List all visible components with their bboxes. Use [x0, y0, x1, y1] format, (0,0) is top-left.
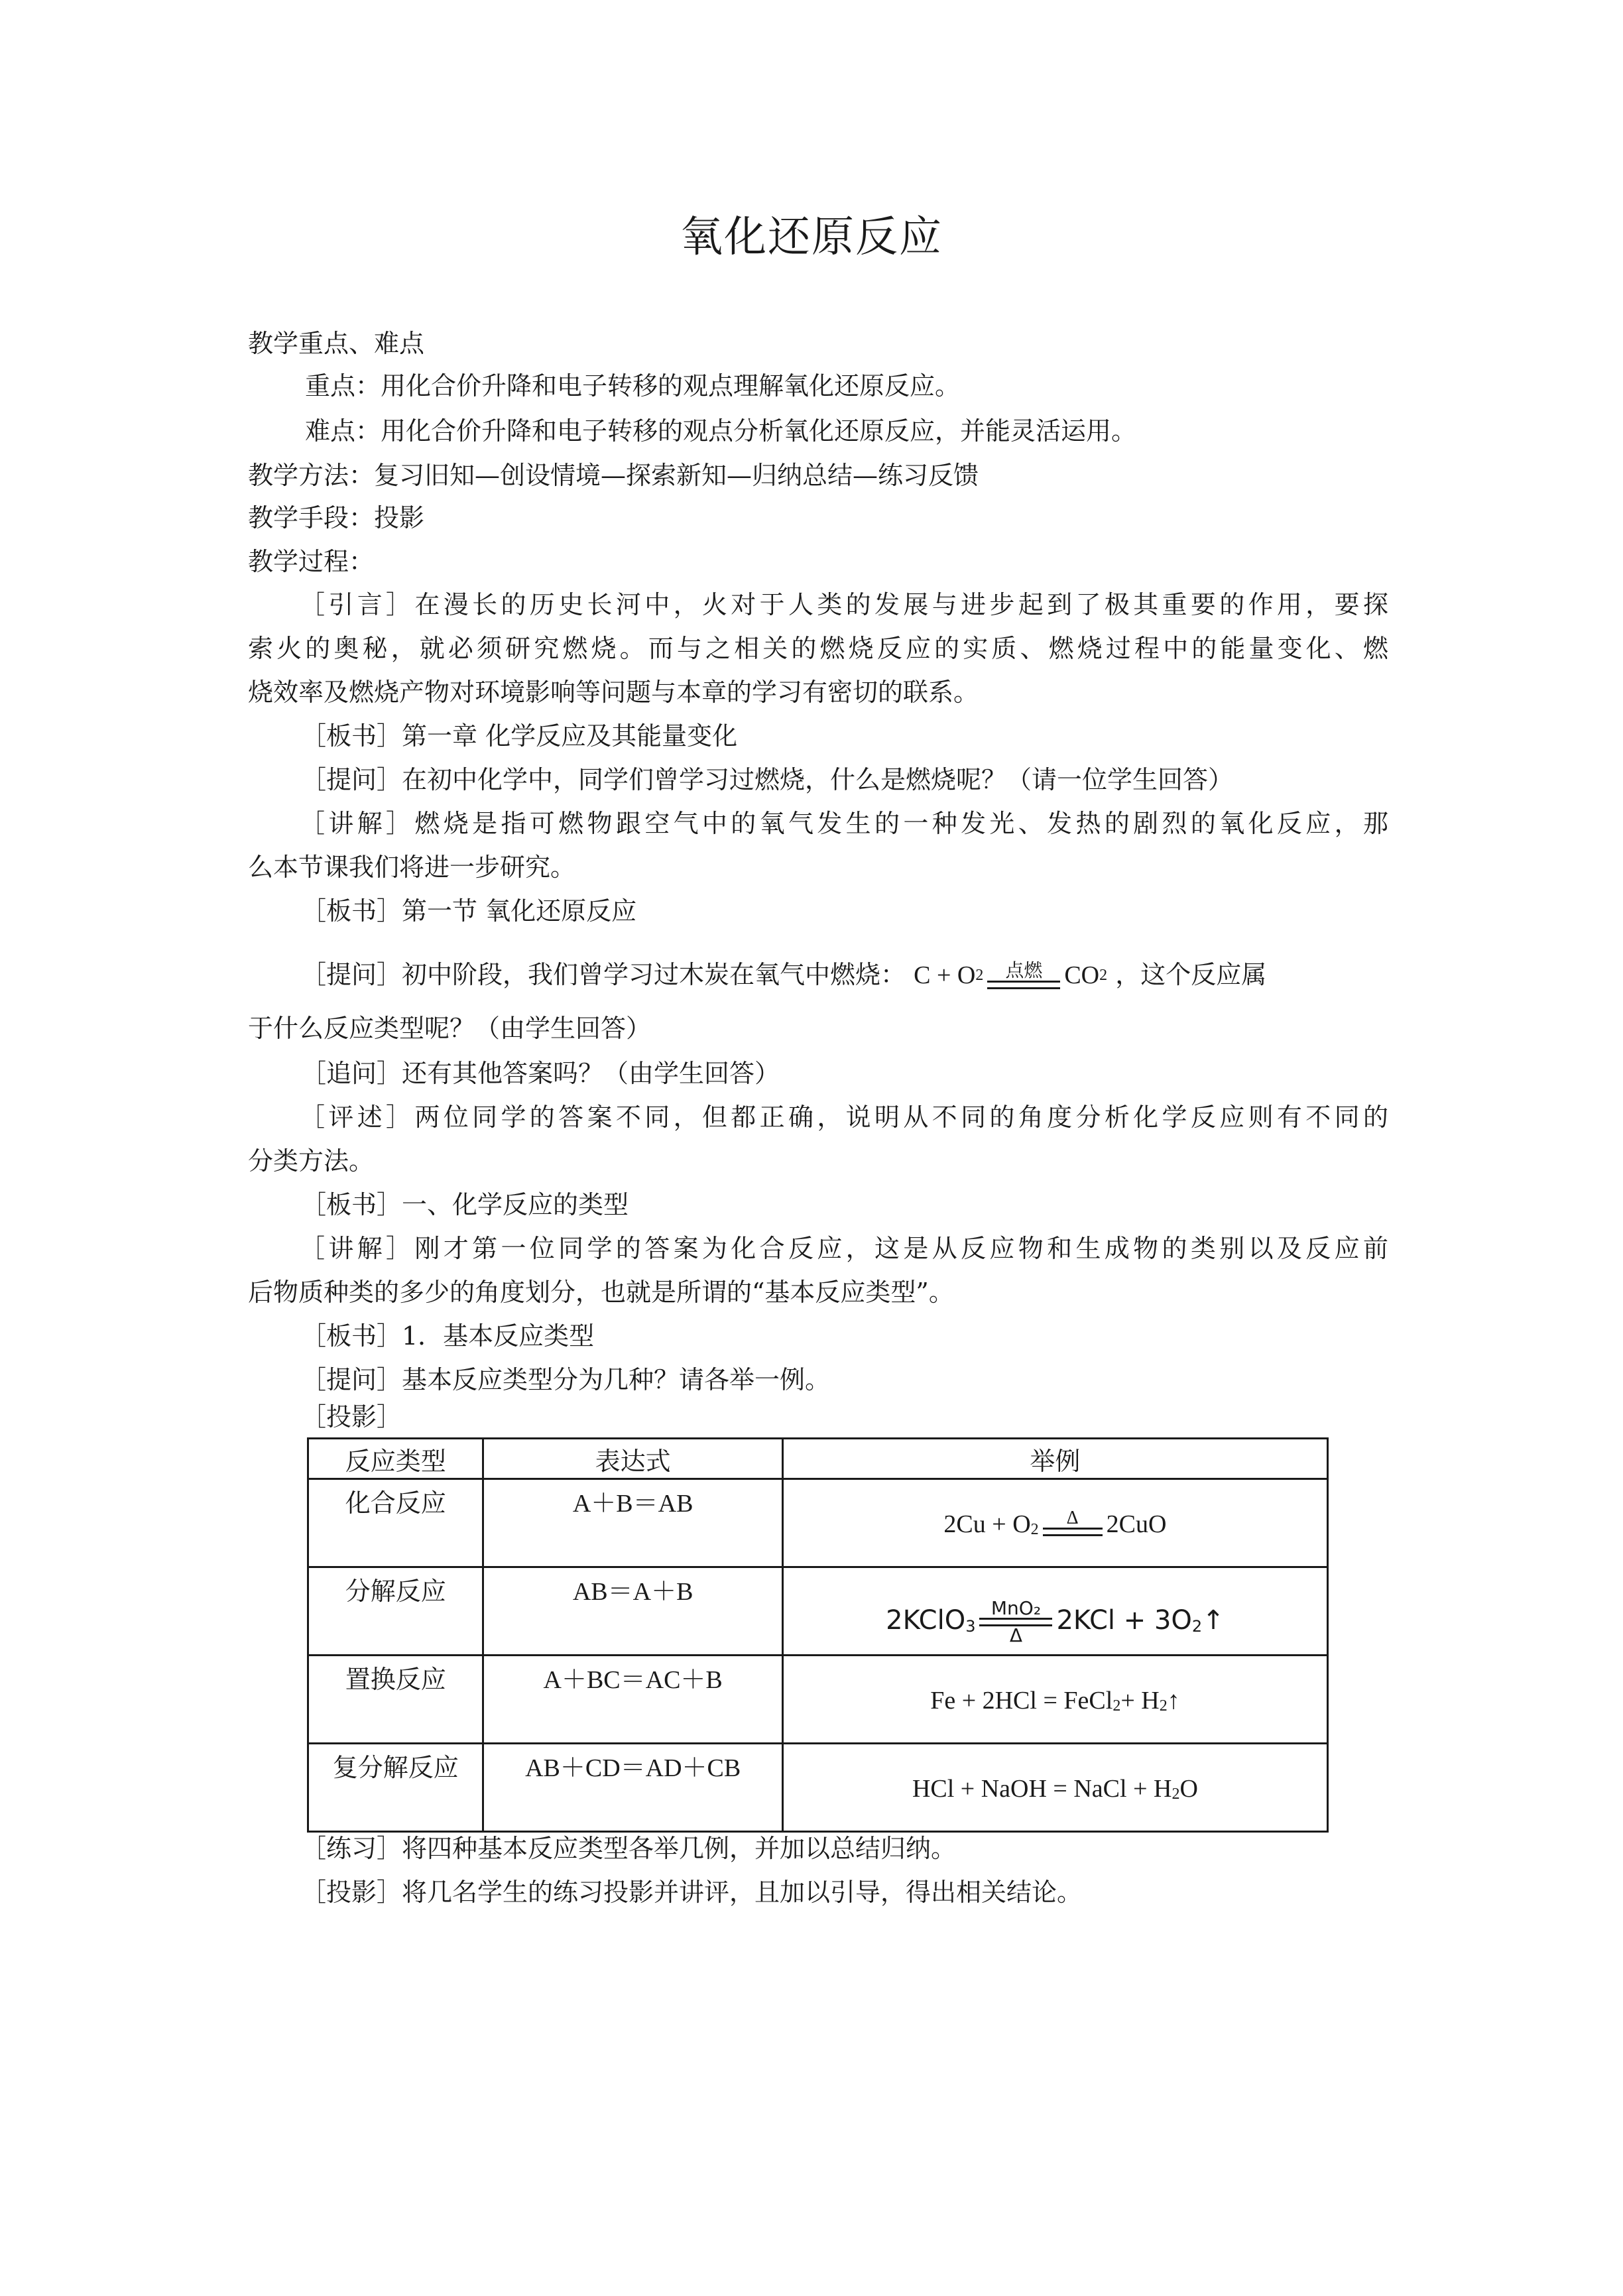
- row-type: 复分解反应: [308, 1744, 483, 1832]
- row-example: [782, 1656, 1327, 1744]
- double-equals-sign: [987, 981, 1060, 989]
- row-example: [782, 1744, 1327, 1832]
- row-example: [782, 1567, 1327, 1656]
- question-carbon: ［提问］初中阶段，我们曾学习过木炭在氧气中燃烧： C + O 2 点燃 CO 2 ，这个反应属: [301, 958, 1266, 992]
- combination-equation: 2Cu + O $_2$ Δ 2CuO: [943, 1508, 1167, 1538]
- row-expression: AB＝A＋B: [483, 1567, 782, 1656]
- up-arrow-icon: ↑: [1202, 1604, 1225, 1636]
- carbon-combustion-equation: C + O 2 点燃 CO 2: [914, 961, 1108, 989]
- intro-line-2: 索火的奥秘，就必须研究燃烧。而与之相关的燃烧反应的实质、燃烧过程中的能量变化、燃: [248, 634, 1388, 663]
- explain-burning-1: ［讲解］燃烧是指可燃物跟空气中的氧气发生的一种发光、发热的剧烈的氧化反应，那: [300, 809, 1388, 838]
- comment-line-1: ［评述］两位同学的答案不同，但都正确，说明从不同的角度分析化学反应则有不同的: [300, 1103, 1388, 1132]
- row-type: 置换反应: [308, 1656, 483, 1744]
- board-chapter: ［板书］第一章 化学反应及其能量变化: [301, 721, 738, 751]
- projection-text-2: ［投影］将几名学生的练习投影并讲评，且加以引导，得出相关结论。: [301, 1878, 1083, 1907]
- teaching-means: 教学手段：投影: [248, 503, 425, 532]
- explain-types-1: ［讲解］刚才第一位同学的答案为化合反应，这是从反应物和生成物的类别以及反应前: [300, 1234, 1388, 1263]
- intro-line-1: ［引言］在漫长的历史长河中，火对于人类的发展与进步起到了极其重要的作用，要探: [300, 590, 1388, 619]
- question-carbon-2: 于什么反应类型呢？（由学生回答）: [248, 1014, 652, 1043]
- comment-line-2: 分类方法。: [248, 1146, 375, 1176]
- explain-burning-2: 么本节课我们将进一步研究。: [248, 853, 576, 882]
- row-type: 分解反应: [308, 1567, 483, 1656]
- teaching-process: 教学过程：: [248, 547, 375, 576]
- practice-text: ［练习］将四种基本反应类型各举几例，并加以总结归纳。: [301, 1834, 957, 1863]
- difficult-point: 难点：用化合价升降和电子转移的观点分析氧化还原反应，并能灵活运用。: [305, 416, 1137, 446]
- table-header-row: [308, 1439, 1328, 1479]
- intro-line-3: 烧效率及燃烧产物对环境影响等问题与本章的学习有密切的联系。: [248, 678, 979, 707]
- question-burning: ［提问］在初中化学中，同学们曾学习过燃烧，什么是燃烧呢？（请一位学生回答）: [301, 765, 1234, 794]
- table-row: [308, 1567, 1328, 1656]
- teaching-method: 教学方法：复习旧知—创设情境—探索新知—归纳总结—练习反馈: [248, 461, 979, 490]
- up-arrow-icon: ↑: [1167, 1687, 1180, 1715]
- question-carbon-text: ［提问］初中阶段，我们曾学习过木炭在氧气中燃烧：: [301, 960, 906, 989]
- key-point: 重点：用化合价升降和电子转移的观点理解氧化还原反应。: [305, 371, 961, 400]
- table-row: [308, 1744, 1328, 1832]
- row-type: 化合反应: [308, 1479, 483, 1567]
- explain-types-2: 后物质种类的多少的角度划分，也就是所谓的“基本反应类型”。: [248, 1278, 954, 1307]
- table-row: [308, 1479, 1328, 1567]
- table-row: [308, 1656, 1328, 1744]
- header-expression: 表达式: [483, 1439, 782, 1479]
- displacement-equation: Fe + 2HCl = FeCl $_2$ + H $_2$ ↑: [930, 1687, 1180, 1715]
- projection-label: ［投影］: [301, 1402, 402, 1431]
- page-title: 氧化还原反应: [680, 213, 943, 262]
- board-basic-types: ［板书］1．基本反应类型: [301, 1321, 595, 1351]
- key-heading: 教学重点、难点: [248, 329, 425, 358]
- reaction-condition: 点燃: [987, 962, 1060, 989]
- follow-up-question: ［追问］还有其他答案吗？（由学生回答）: [301, 1059, 780, 1088]
- board-section: ［板书］第一节 氧化还原反应: [301, 896, 637, 926]
- row-expression: AB＋CD＝AD＋CB: [483, 1744, 782, 1832]
- reaction-types-table: [307, 1437, 1329, 1833]
- row-expression: A＋BC＝AC＋B: [483, 1656, 782, 1744]
- question-basic-types: ［提问］基本反应类型分为几种？请各举一例。: [301, 1365, 831, 1394]
- decomposition-equation: 2KClO $_3$ MnO₂ Δ 2KCl + 3O $_2$ ↑: [886, 1597, 1225, 1646]
- board-reaction-types: ［板书］一、化学反应的类型: [301, 1190, 629, 1219]
- header-type: 反应类型: [308, 1439, 483, 1479]
- double-displacement-equation: HCl + NaOH = NaCl + H $_2$ O: [912, 1775, 1198, 1803]
- row-example: [782, 1479, 1327, 1567]
- header-example: 举例: [782, 1439, 1327, 1479]
- row-expression: A＋B＝AB: [483, 1479, 782, 1567]
